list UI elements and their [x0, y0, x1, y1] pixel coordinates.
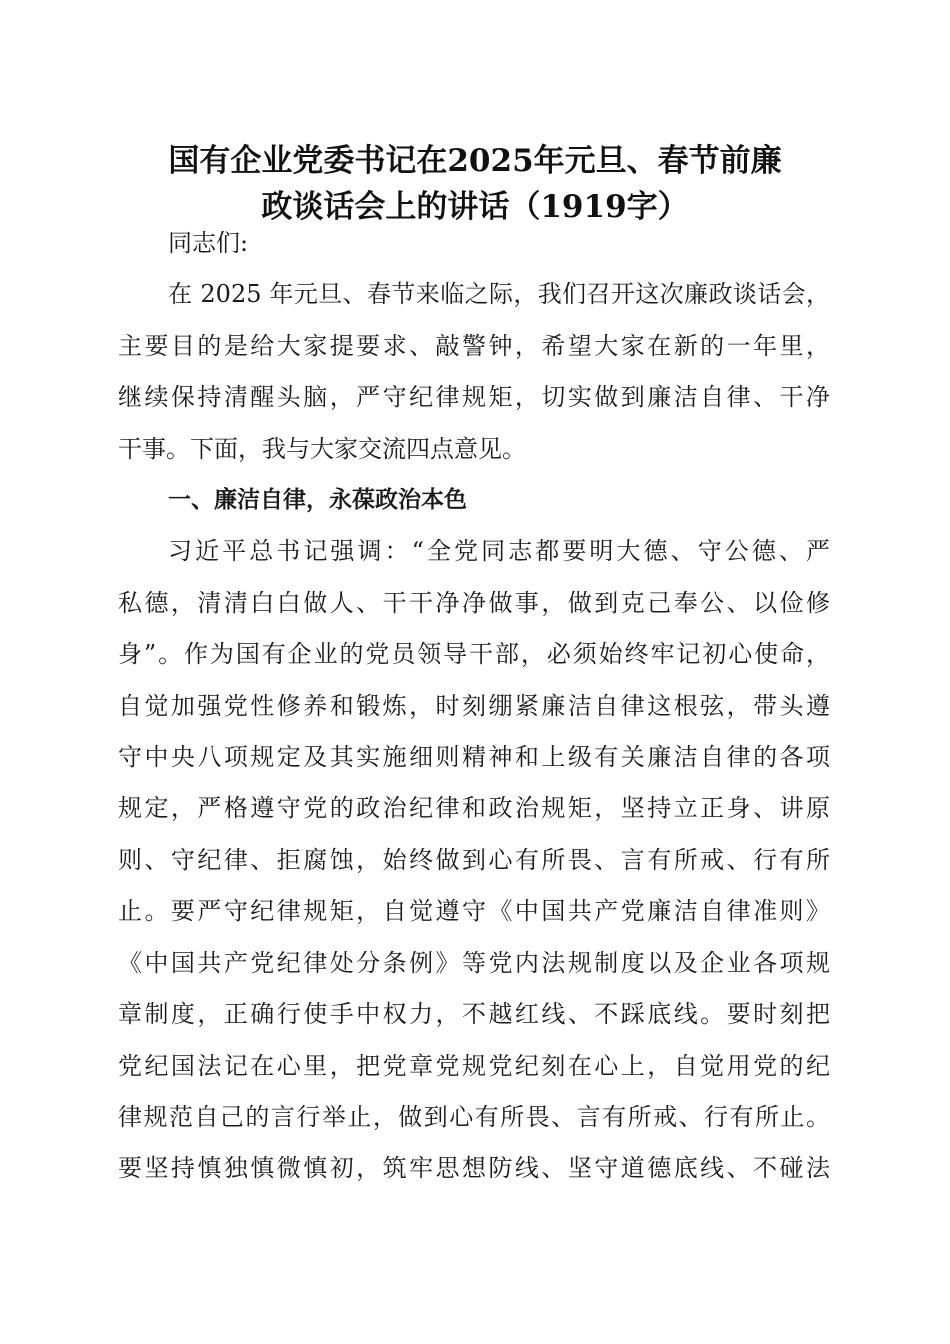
- section1-paragraph: [118, 526, 830, 1194]
- paragraph-line: 要坚持慎独慎微慎初，筑牢思想防线、坚守道德底线、不碰法: [118, 1154, 830, 1183]
- paragraph-line: 规定，严格遵守党的政治纪律和政治规矩，坚持立正身、讲原: [118, 794, 830, 823]
- intro-paragraph: [118, 269, 830, 475]
- paragraph-line: 党纪国法记在心里，把党章党规党纪刻在心上，自觉用党的纪: [118, 1051, 830, 1080]
- paragraph-line: 继续保持清醒头脑，严守纪律规矩，切实做到廉洁自律、干净: [118, 383, 830, 412]
- salutation: 同志们:: [168, 229, 249, 257]
- paragraph-line: 私德，清清白白做人、干干净净做事，做到克己奉公、以俭修: [118, 588, 830, 617]
- paragraph-line: 章制度，正确行使手中权力，不越红线、不踩底线。要时刻把: [118, 1000, 830, 1029]
- document-body: [118, 218, 830, 1195]
- paragraph-line: 习近平总书记强调：“全党同志都要明大德、守公德、严: [168, 537, 830, 566]
- paragraph-line: 主要目的是给大家提要求、敲警钟，希望大家在新的一年里，: [118, 331, 830, 360]
- paragraph-line: 在 2025 年元旦、春节来临之际，我们召开这次廉政谈话会，: [168, 280, 830, 309]
- paragraph-line: 干事。下面，我与大家交流四点意见。: [118, 434, 526, 463]
- document-title: [110, 138, 840, 230]
- paragraph-line: 止。要严守纪律规矩，自觉遵守《中国共产党廉洁自律准则》: [118, 897, 830, 926]
- paragraph-line: 则、守纪律、拒腐蚀，始终做到心有所畏、言有所戒、行有所: [118, 845, 830, 874]
- title-line-1: 国有企业党委书记在2025年元旦、春节前廉: [168, 143, 782, 179]
- paragraph-line: 身”。作为国有企业的党员领导干部，必须始终牢记初心使命，: [118, 640, 830, 669]
- title-line-2: 政谈话会上的讲话（1919字）: [261, 189, 689, 225]
- paragraph-line: 自觉加强党性修养和锻炼，时刻绷紧廉洁自律这根弦，带头遵: [118, 691, 830, 720]
- section-heading: 一、廉洁自律，永葆政治本色: [168, 487, 467, 514]
- paragraph-line: 守中央八项规定及其实施细则精神和上级有关廉洁自律的各项: [118, 743, 830, 772]
- paragraph-line: 律规范自己的言行举止，做到心有所畏、言有所戒、行有所止。: [118, 1102, 830, 1131]
- paragraph-line: 《中国共产党纪律处分条例》等党内法规制度以及企业各项规: [118, 948, 830, 977]
